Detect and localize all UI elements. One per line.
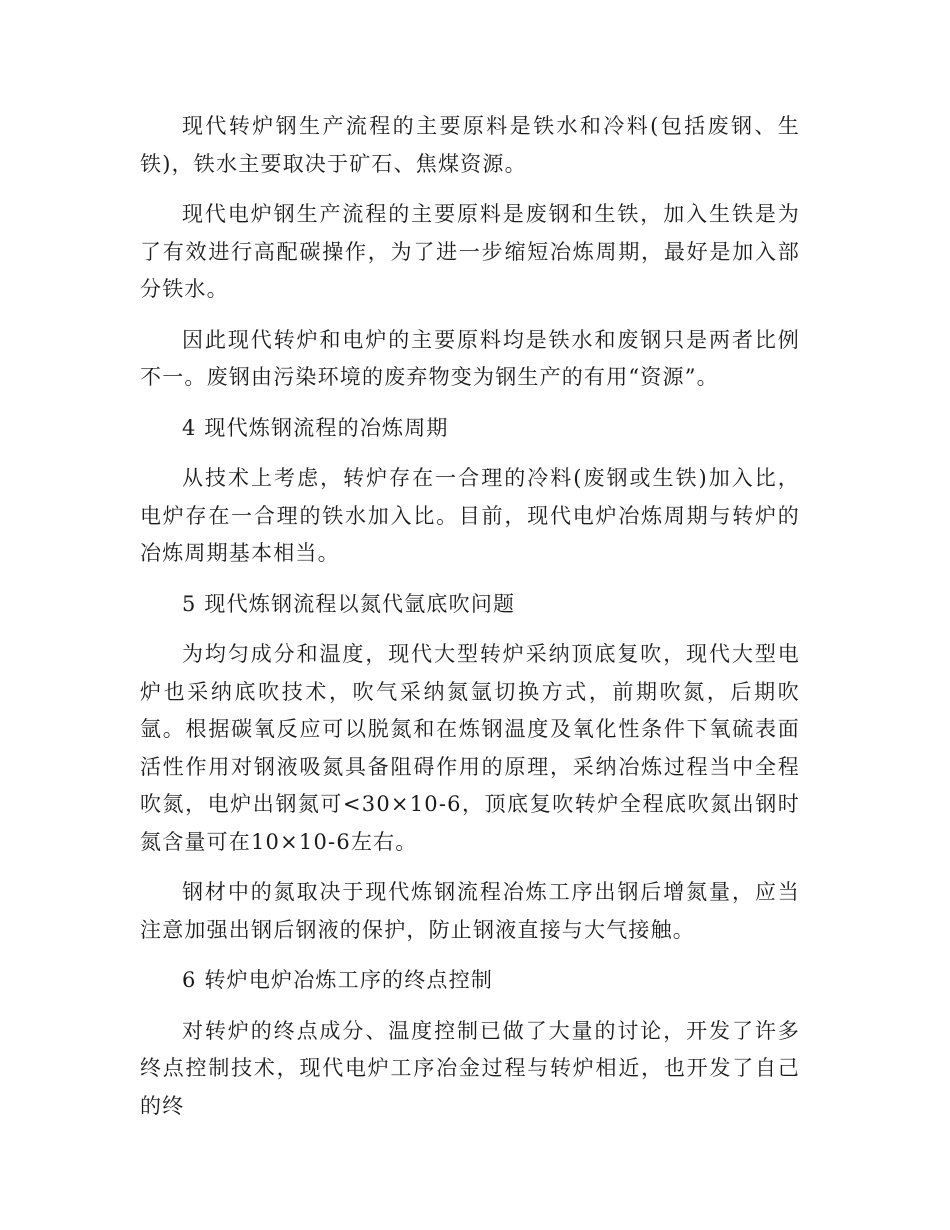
paragraph-nitrogen-control: 钢材中的氮取决于现代炼钢流程冶炼工序出钢后增氮量，应当注意加强出钢后钢液的保护，防止钢液直接与大气接触。: [140, 880, 800, 942]
paragraph-raw-materials-summary: 因此现代转炉和电炉的主要原料均是铁水和废钢只是两者比例不一。废钢由污染环境的废弃物变为钢生产的有用“资源”。: [140, 327, 800, 389]
section-heading-5: 5 现代炼钢流程以氮代氩底吹问题: [182, 591, 516, 616]
paragraph-smelting-cycle: 从技术上考虑，转炉存在一合理的冷料(废钢或生铁)加入比，电炉存在一合理的铁水加入比。目前，现代电炉冶炼周期与转炉的冶炼周期基本相当。: [140, 466, 800, 565]
paragraph-endpoint-control: 对转炉的终点成分、温度控制已做了大量的讨论，开发了许多终点控制技术，现代电炉工序冶金过程与转炉相近，也开发了自己的终: [140, 1018, 800, 1118]
section-heading-6: 6 转炉电炉冶炼工序的终点控制: [182, 968, 494, 992]
paragraph-bottom-blowing: 为均匀成分和温度，现代大型转炉采纳顶底复吹，现代大型电炉也采纳底吹技术，吹气采纳氮氩切换方式，前期吹氮，后期吹氩。根据碳氧反应可以脱氮和在炼钢温度及氧化性条件下氧硫表面活性作用对钢液吸氮具备阻碍作用的原理，采纳冶炼过程当中全程吹氮，电炉出钢氮可<30×10-6，顶底复吹转炉全程底吹氮出钢时氮含量可在10×10-6左右。: [140, 642, 800, 854]
paragraph-eaf-raw-materials: 现代电炉钢生产流程的主要原料是废钢和生铁，加入生铁是为了有效进行高配碳操作，为了进一步缩短冶炼周期，最好是加入部分铁水。: [140, 202, 800, 301]
document-body: [140, 108, 800, 1138]
section-heading-4: 4 现代炼钢流程的冶炼周期: [182, 415, 449, 440]
paragraph-converter-raw-materials: 现代转炉钢生产流程的主要原料是铁水和冷料(包括废钢、生铁)，铁水主要取决于矿石、焦煤资源。: [140, 114, 800, 176]
